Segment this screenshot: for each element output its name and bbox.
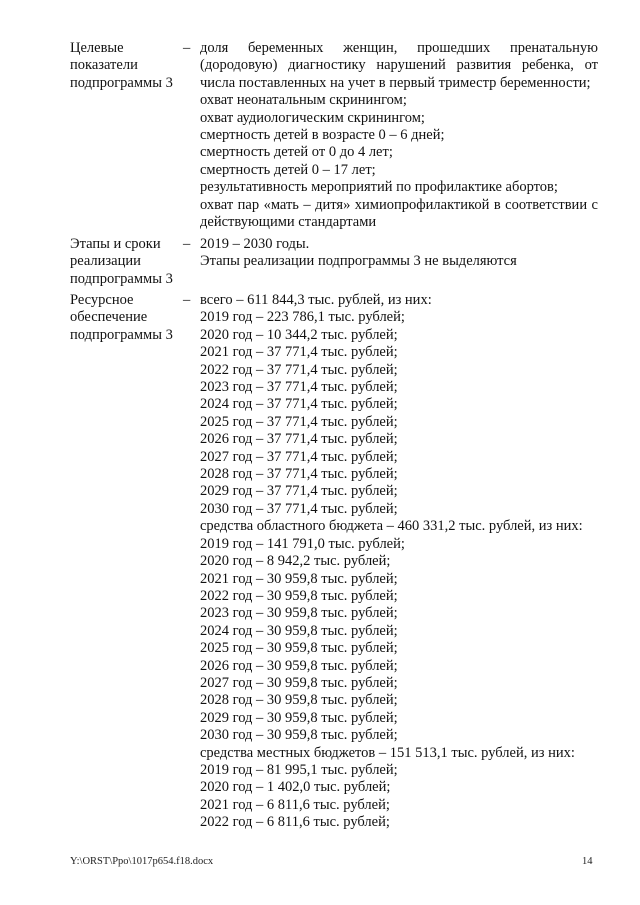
text-line: средства местных бюджетов – 151 513,1 тыс. рублей, из них: <box>200 744 575 761</box>
label-line: показатели <box>70 57 138 74</box>
label-line: обеспечение <box>70 309 148 326</box>
text-line: 2019 – 2030 годы. <box>200 236 310 252</box>
text-line: охват неонатальным скринингом; <box>200 92 407 109</box>
text-line: смертность детей в возрасте 0 – 6 дней; <box>200 127 445 144</box>
text-line: 2028 год – 30 959,8 тыс. рублей; <box>200 692 398 709</box>
text-line: результативность мероприятий по профилактике абортов; <box>200 179 558 196</box>
footer-file-path: Y:\ORST\Ppo\1017p654.f18.docx <box>70 856 214 867</box>
text-line: 2030 год – 37 771,4 тыс. рублей; <box>200 500 398 517</box>
text-line: доля беременных женщин, прошедших пренатальную <box>200 40 598 56</box>
label-line: Ресурсное <box>70 292 134 308</box>
text-line: 2027 год – 37 771,4 тыс. рублей; <box>200 448 398 465</box>
text-line: числа поставленных на учет в первый триместр беременности; <box>200 74 591 91</box>
section-content <box>200 40 598 231</box>
section-label <box>70 292 180 344</box>
text-line: 2030 год – 30 959,8 тыс. рублей; <box>200 727 398 744</box>
text-line: всего – 611 844,3 тыс. рублей, из них: <box>200 292 432 308</box>
text-line: охват аудиологическим скринингом; <box>200 109 425 126</box>
text-line: 2022 год – 37 771,4 тыс. рублей; <box>200 361 398 378</box>
label-line: подпрограммы 3 <box>70 74 173 91</box>
text-line: 2021 год – 30 959,8 тыс. рублей; <box>200 570 398 587</box>
text-line: 2021 год – 37 771,4 тыс. рублей; <box>200 344 398 361</box>
text-line: смертность детей 0 – 17 лет; <box>200 161 376 178</box>
text-line: 2025 год – 37 771,4 тыс. рублей; <box>200 413 398 430</box>
dash-separator: – <box>183 292 191 308</box>
text-line: 2025 год – 30 959,8 тыс. рублей; <box>200 640 398 657</box>
label-line: подпрограммы 3 <box>70 326 173 343</box>
label-line: Этапы и сроки <box>70 236 161 252</box>
text-line: (дородовую) диагностику нарушений развития ребенка, от <box>200 57 598 74</box>
text-line: 2026 год – 30 959,8 тыс. рублей; <box>200 657 398 674</box>
text-line: 2027 год – 30 959,8 тыс. рублей; <box>200 674 398 691</box>
text-line: 2023 год – 30 959,8 тыс. рублей; <box>200 605 398 622</box>
text-line: 2019 год – 141 791,0 тыс. рублей; <box>200 535 405 552</box>
text-line: 2028 год – 37 771,4 тыс. рублей; <box>200 466 398 483</box>
dash-separator: – <box>183 40 191 56</box>
text-line: Этапы реализации подпрограммы 3 не выделяются <box>200 253 517 270</box>
text-line: 2029 год – 30 959,8 тыс. рублей; <box>200 709 398 726</box>
dash-separator: – <box>183 236 191 252</box>
text-line: 2022 год – 30 959,8 тыс. рублей; <box>200 587 398 604</box>
text-line: 2023 год – 37 771,4 тыс. рублей; <box>200 379 398 396</box>
text-paragraph: охват пар «мать – дитя» химиопрофилактикой в соответствии с действующими стандартами <box>200 196 598 231</box>
text-line: 2020 год – 1 402,0 тыс. рублей; <box>200 779 391 796</box>
text-line: 2024 год – 30 959,8 тыс. рублей; <box>200 622 398 639</box>
section-content <box>200 292 598 832</box>
section-label <box>70 236 180 288</box>
text-line: средства областного бюджета – 460 331,2 тыс. рублей, из них: <box>200 518 583 535</box>
text-line: 2021 год – 6 811,6 тыс. рублей; <box>200 796 390 813</box>
section-label <box>70 40 180 92</box>
section-content <box>200 236 598 271</box>
text-line: 2024 год – 37 771,4 тыс. рублей; <box>200 396 398 413</box>
text-line: 2020 год – 8 942,2 тыс. рублей; <box>200 553 391 570</box>
label-line: реализации <box>70 253 141 270</box>
text-line: 2026 год – 37 771,4 тыс. рублей; <box>200 431 398 448</box>
text-line: 2029 год – 37 771,4 тыс. рублей; <box>200 483 398 500</box>
footer-page-number: 14 <box>582 856 593 867</box>
text-line: 2020 год – 10 344,2 тыс. рублей; <box>200 326 398 343</box>
label-line: Целевые <box>70 40 124 56</box>
text-line: 2019 год – 81 995,1 тыс. рублей; <box>200 761 398 778</box>
text-line: 2022 год – 6 811,6 тыс. рублей; <box>200 814 390 831</box>
text-line: смертность детей от 0 до 4 лет; <box>200 144 393 161</box>
label-line: подпрограммы 3 <box>70 270 173 287</box>
text-line: 2019 год – 223 786,1 тыс. рублей; <box>200 309 405 326</box>
